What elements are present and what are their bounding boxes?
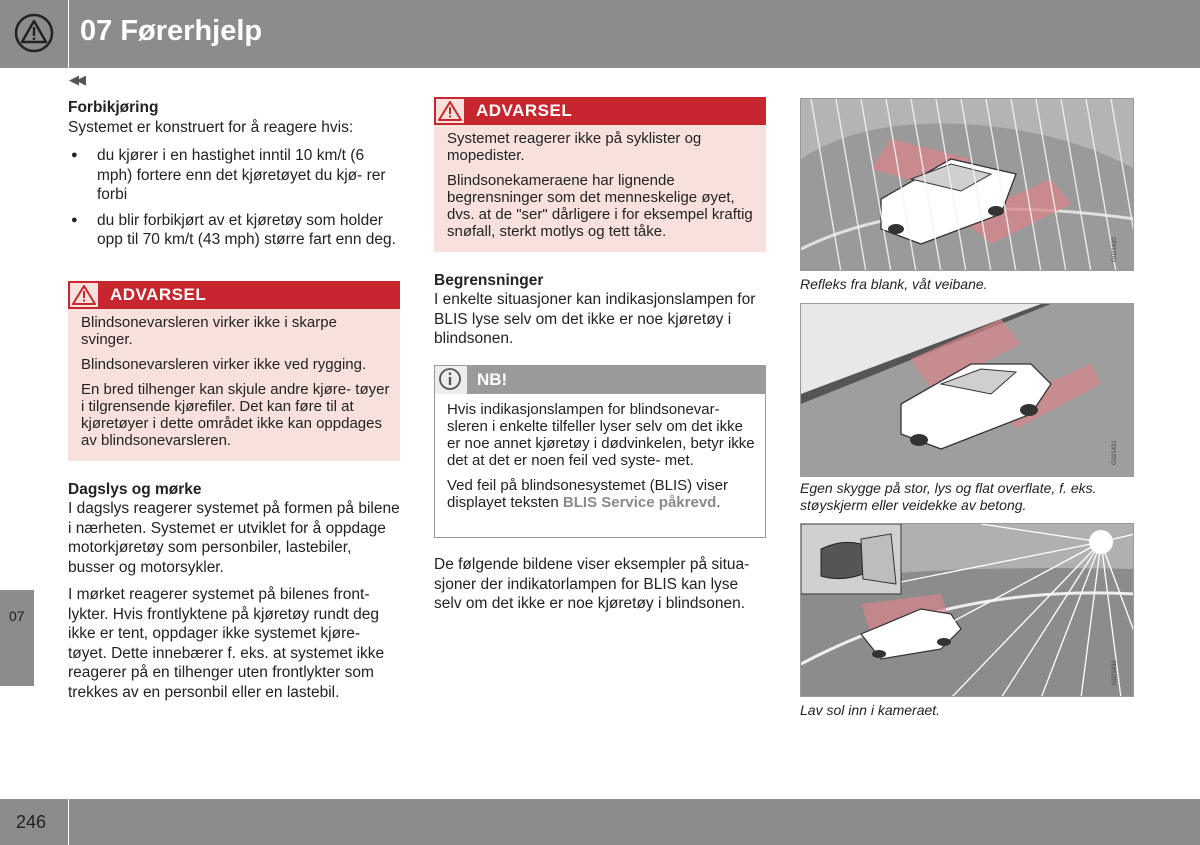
limitations-text: I enkelte situasjoner kan indikasjonslampen for BLIS lyse selv om det ikke er noe kjøretøy i blindsonen. [434,291,756,347]
warning-paragraph: Blindsonevarsleren virker ikke i skarpe svinger. [81,314,337,348]
daylight-paragraph-2: I mørket reagerer systemet på bilenes front- lykter. Hvis frontlyktene på kjøretøy rundt deg ikke er tent, oppdager ikke systemet kjøre- tøyet. Dette innebærer f. eks. at systemet ikke reagerer på en tilhenger uten frontlykter som trekkes av en personbil eller en lastebil. [68,586,385,701]
footer-left-block [0,799,68,845]
warning-paragraph: Systemet reagerer ikke på syklister og mopedister. [447,130,702,164]
side-tab-label: 07 [9,608,25,624]
list-item: ● du kjører i en hastighet inntil 10 km/t (6 mph) fortere enn det kjøretøyet du kjø- rer forbi [68,146,402,205]
warning-label: ADVARSEL [476,101,573,120]
warning-body [68,309,400,465]
back-nav-icon[interactable]: ◀◀ [69,72,83,87]
footer-bar [69,799,1200,845]
warning-triangle-icon [434,97,466,125]
warning-triangle-icon [14,13,54,53]
overtaking-heading: Forbikjøring [68,99,159,116]
overtaking-intro: Systemet er konstruert for å reagere hvis: [68,119,354,136]
warning-box-reversing [68,281,400,461]
note-paragraph: Hvis indikasjonslampen for blindsonevar- sleren i enkelte tilfeller lyser selv om det ikke er noe annet kjøretøy i dødvinkelen, betyr ikke det at det er noen feil ved syste- met. [447,401,755,469]
figure-own-shadow [800,303,1134,477]
daylight-paragraph-1: I dagslys reagerer systemet på formen på bilene i nærheten. Systemet er utviklet for å oppdage motorkjøretøy som personbiler, lastebiler, busser og motorsykler. [68,500,400,576]
figure-caption: Egen skygge på stor, lys og flat overflate, f. eks. støyskjerm eller veidekke av betong. [800,480,1097,513]
note-label: NB! [477,370,508,389]
note-text: . [716,494,721,511]
note-body [435,394,765,525]
figure-caption: Lav sol inn i kameraet. [800,702,941,718]
chapter-title: 07 Førerhjelp [80,15,263,47]
examples-text: De følgende bildene viser eksempler på situa- sjoner der indikatorlampen for BLIS kan lyse selv om det ikke er noe kjøretøy i blindsonen. [434,556,750,612]
figure-code: G021431 [1112,440,1118,465]
warning-triangle-icon [68,281,100,309]
chapter-side-tab [0,590,34,686]
figure-code: G021430 [1112,237,1118,262]
warning-paragraph: En bred tilhenger kan skjule andre kjøre- tøyer i tilgrensende kjørefiler. Det kan føre til at kjøretøyer i dette området ikke kan oppdages av blindsonevarsleren. [81,381,390,449]
shadow-illustration [801,304,1134,477]
warning-label: ADVARSEL [110,285,207,304]
note-text: Ved feil på blindsonesystemet (BLIS) viser displayet teksten [447,477,728,511]
list-item: ● du blir forbikjørt av et kjøretøy som holder opp til 70 km/t (43 mph) større fart enn deg. [68,211,402,250]
note-box [434,365,766,538]
wet-road-illustration [801,99,1134,271]
warning-header [68,281,400,309]
low-sun-illustration [801,524,1134,697]
overtaking-bullet-list [68,146,402,250]
figure-wet-road [800,98,1134,271]
info-icon [435,366,467,394]
figure-caption: Refleks fra blank, våt veibane. [800,276,988,292]
note-header [435,366,765,394]
warning-body [434,125,766,256]
warning-header [434,97,766,125]
warning-paragraph: Blindsonekameraene har lignende begrensninger som det menneskelige øyet, dvs. at de "ser" dårligere i for eksempel kraftig snøfall, sterkt motlys og tett tåke. [447,172,753,240]
header-left-block [0,0,68,68]
limitations-heading: Begrensninger [434,272,544,289]
daylight-heading: Dagslys og mørke [68,481,202,498]
page-number: 246 [16,812,47,832]
warning-paragraph: Blindsonevarsleren virker ikke ved rygging. [81,356,367,373]
note-paragraph [447,477,755,511]
display-message: BLIS Service påkrevd [562,494,717,511]
figure-low-sun [800,523,1134,697]
warning-box-cyclists [434,97,766,252]
figure-code: G021432 [1112,660,1118,685]
